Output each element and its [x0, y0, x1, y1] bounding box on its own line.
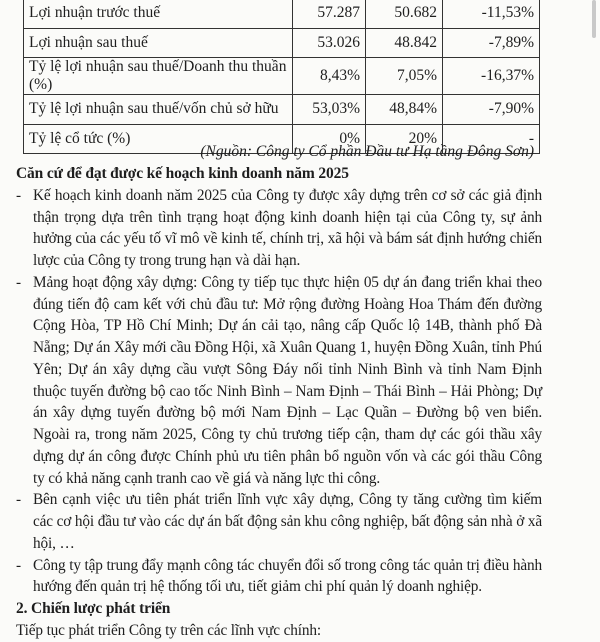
row-label: Tỷ lệ lợi nhuận sau thuế/Doanh thu thuần (%) [24, 58, 293, 95]
section-heading-development-strategy: 2. Chiến lược phát triển [16, 600, 171, 617]
value-2025: 48.842 [366, 28, 443, 58]
section-heading-business-plan-basis: Căn cứ để đạt được kế hoạch kinh doanh năm 2025 [16, 165, 349, 182]
table-row [24, 95, 540, 125]
bullet-text: Bên cạnh việc ưu tiên phát triển lĩnh vực xây dựng, Công ty tăng cường tìm kiếm các cơ hội đầu tư vào các dự án bất động sản khu công nghiệp, bất động sản nhà ở xã hội, … [33, 491, 542, 552]
red-stamp-fragment [578, 370, 600, 490]
row-label: Tỷ lệ cổ tức (%) [24, 124, 293, 154]
table-source-note: (Nguồn: Công ty Cổ phần Đầu tư Hạ tầng Đông Sơn) [200, 143, 534, 160]
financial-table [23, 0, 540, 154]
bullet-item [16, 489, 542, 554]
change-percent: -7,89% [443, 28, 540, 58]
value-2024: 0% [293, 124, 366, 154]
bullet-dash: - [16, 556, 21, 574]
bullet-list [16, 185, 542, 598]
value-2025: 48,84% [366, 95, 443, 125]
bullet-item [16, 185, 542, 272]
bullet-dash: - [16, 491, 21, 509]
change-percent: -11,53% [443, 0, 540, 28]
document-body [16, 163, 542, 642]
bullet-dash: - [16, 273, 21, 291]
bullet-text: Công ty tập trung đẩy mạnh công tác chuyển đổi số trong công tác quản trị điều hành hướng đến quản trị hệ thống tối ưu, tiết giảm chi phí quản lý doanh nghiệp. [33, 556, 542, 596]
bullet-item [16, 272, 542, 490]
value-2024: 8,43% [293, 58, 366, 95]
bullet-dash: - [16, 186, 21, 204]
value-2024: 57.287 [293, 0, 366, 28]
value-2024: 53,03% [293, 95, 366, 125]
row-label: Tỷ lệ lợi nhuận sau thuế/vốn chủ sở hữu [24, 95, 293, 125]
value-2025: 7,05% [366, 58, 443, 95]
value-2025: 50.682 [366, 0, 443, 28]
change-percent: -16,37% [443, 58, 540, 95]
scrollbar[interactable] [592, 0, 596, 38]
row-label: Lợi nhuận trước thuế [24, 0, 293, 28]
table-row [24, 58, 540, 95]
table-row [24, 28, 540, 58]
row-label: Lợi nhuận sau thuế [24, 28, 293, 58]
bullet-text: Mảng hoạt động xây dựng: Công ty tiếp tục thực hiện 05 dự án đang triển khai theo đúng tiến độ cam kết với chủ đầu tư: Mở rộng đường Hoàng Hoa Thám đến đường Cộng Hòa, TP Hồ Chí Minh; Dự án cải tạo, nâng cấp Quốc lộ 14B, thành phố Đà Nẵng; Dự án Xây mới cầu Đồng Hội, xã Xuân Quang 1, huyện Đồng Xuân, tỉnh Phú Yên; Dự án xây dựng cầu vượt Sông Đáy nối tỉnh Ninh Bình và tỉnh Nam Định thuộc tuyến đường bộ cao tốc Ninh Bình – Nam Định – Thái Bình – Hải Phòng; Dự án xây dựng tuyến đường bộ mới Nam Định – Lạc Quần – Đường bộ ven biển. Ngoài ra, trong năm 2025, Công ty chủ trương tiếp cận, tham dự các gói thầu xây dựng dự án công được Chính phủ ưu tiên phân bổ nguồn vốn và các gói thầu Công ty có khả năng cạnh tranh cao về giá và năng lực thi công. [33, 273, 542, 487]
value-2025: 20% [366, 124, 443, 154]
bullet-text: Kế hoạch kinh doanh năm 2025 của Công ty được xây dựng trên cơ sở các giả định thận trọng dựa trên tình trạng hoạt động kinh doanh hiện tại của Công ty, sự ảnh hưởng của các yếu tố vĩ mô về kinh tế, chính trị, xã hội và bám sát định hướng chiến lược của Công ty trong trung hạn và dài hạn. [33, 186, 542, 269]
change-percent: - [443, 124, 540, 154]
table-row [24, 0, 540, 28]
strategy-intro: Tiếp tục phát triển Công ty trên các lĩnh vực chính: [16, 621, 321, 639]
bullet-item [16, 555, 542, 599]
value-2024: 53.026 [293, 28, 366, 58]
change-percent: -7,90% [443, 95, 540, 125]
